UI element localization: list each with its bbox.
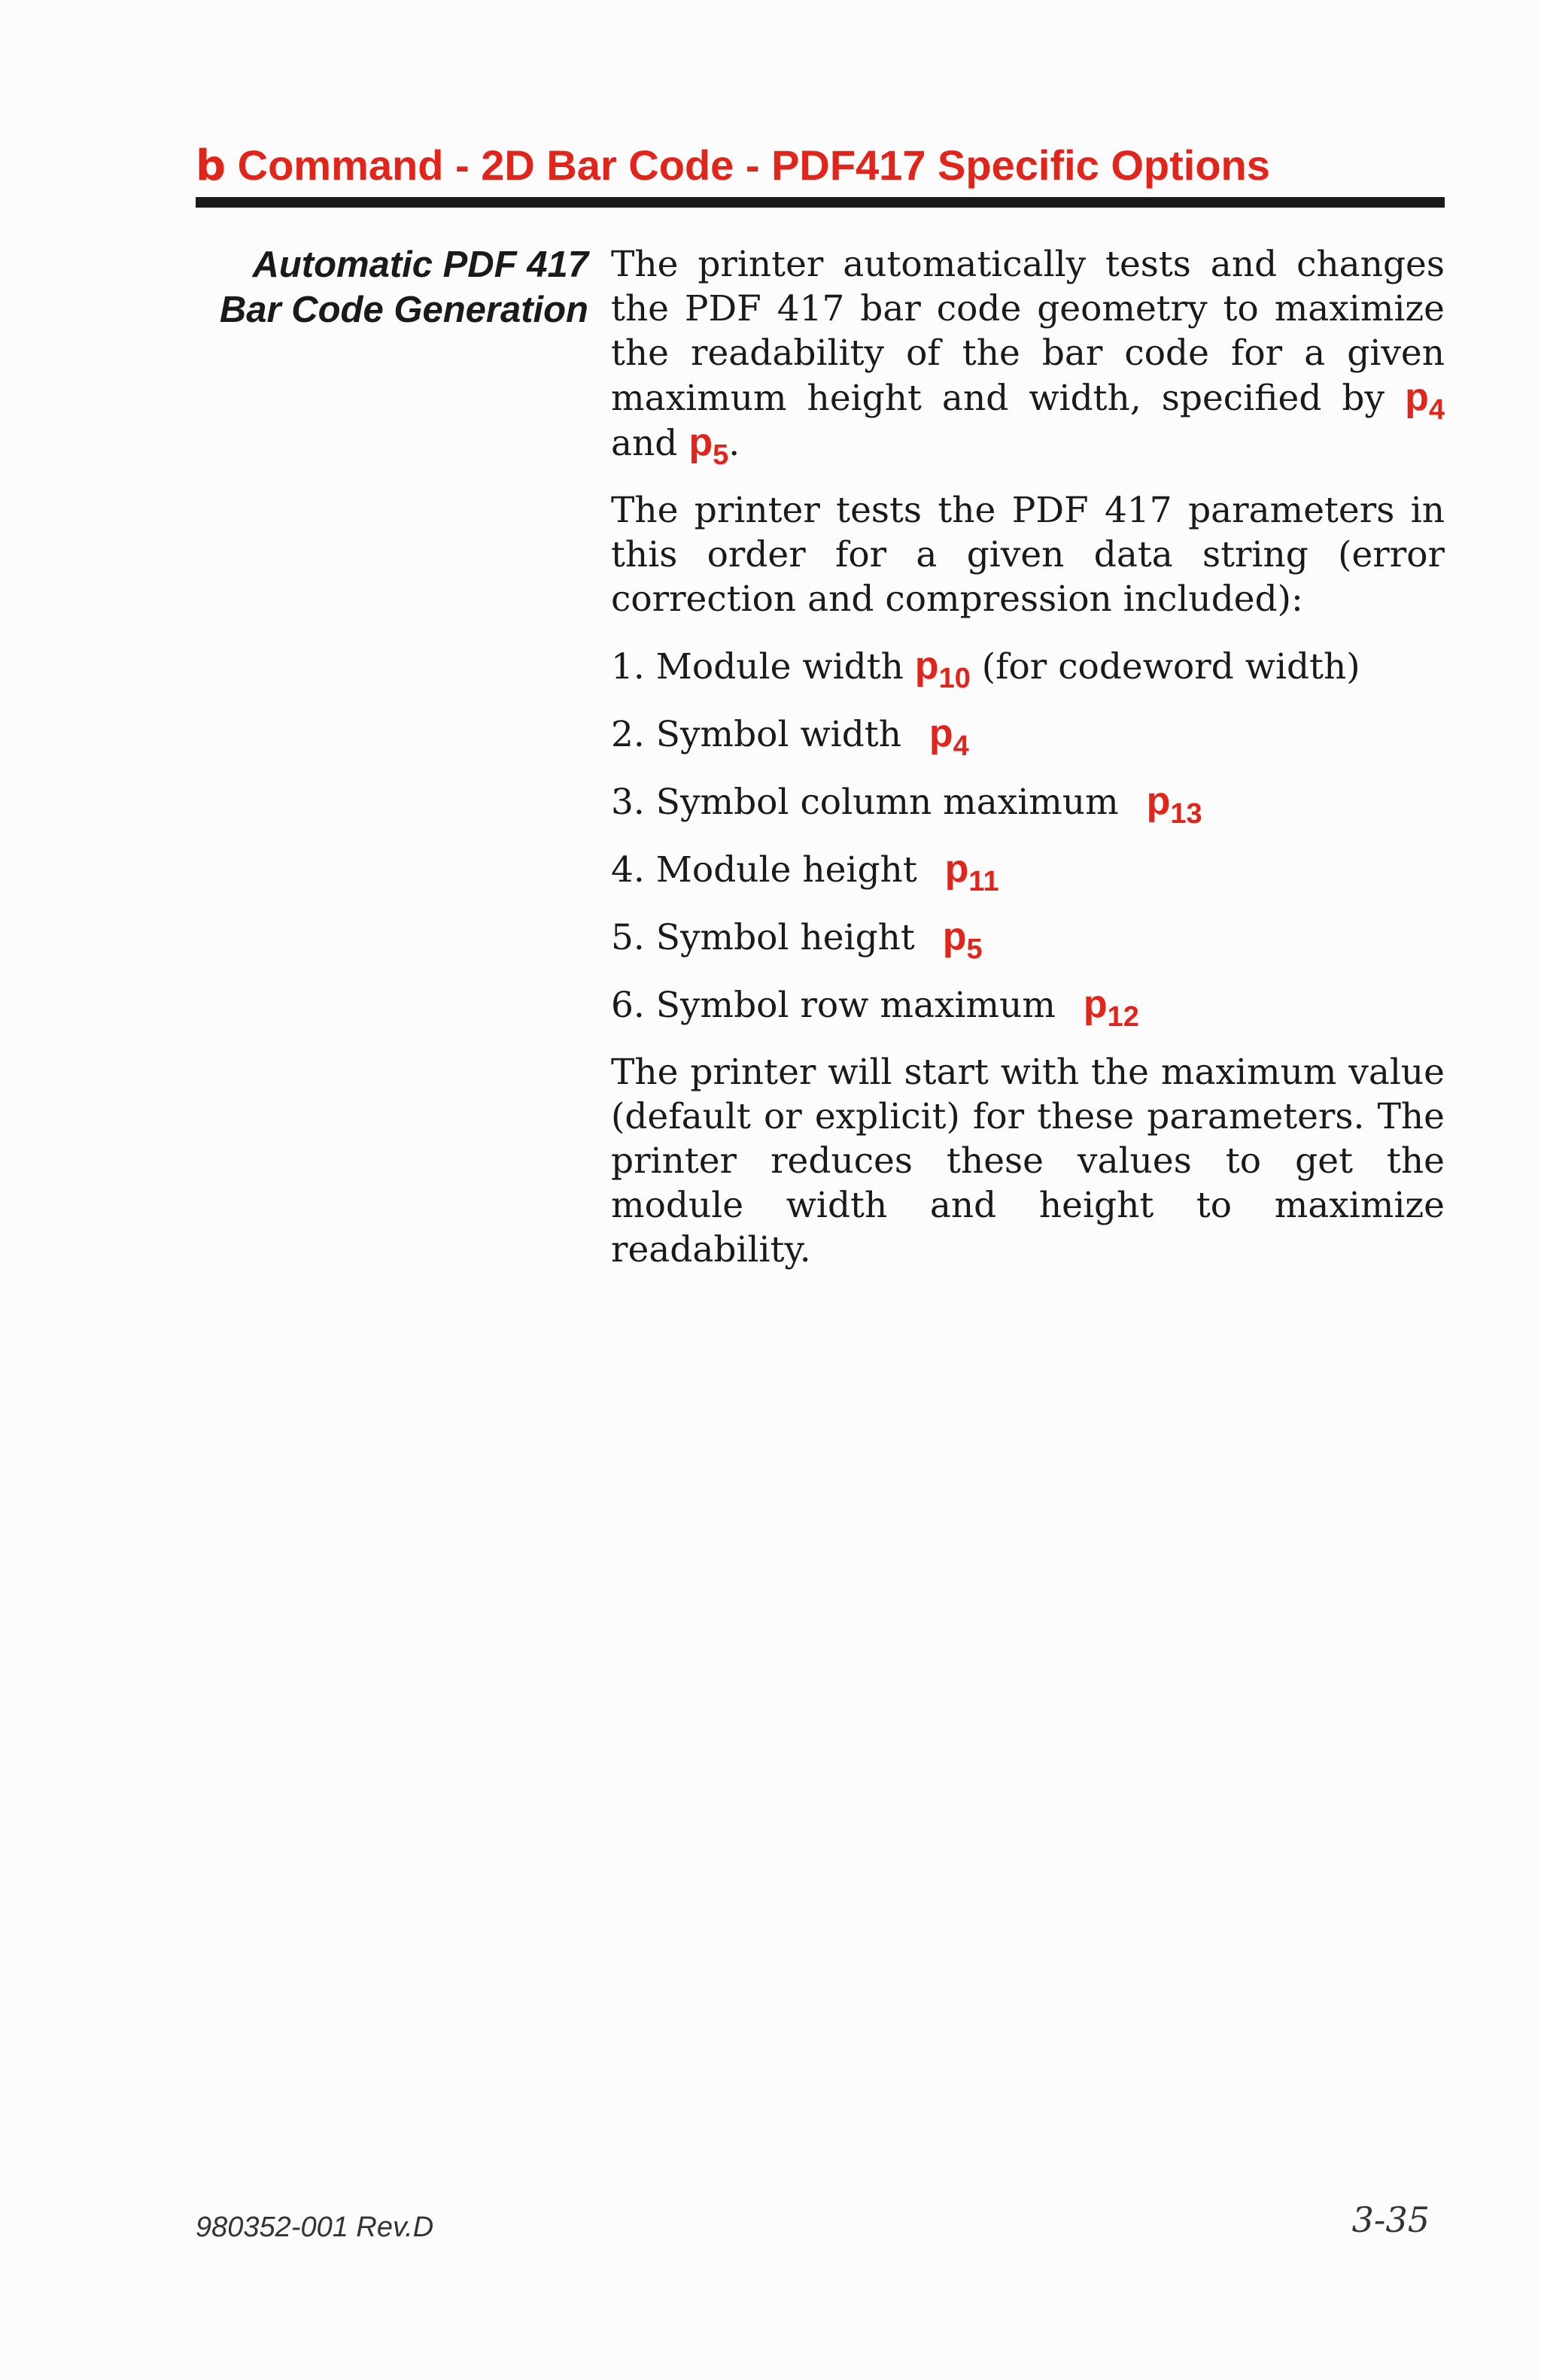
param-p10: $p_{10}$ xyxy=(914,644,971,694)
intro-text-b: and xyxy=(611,423,689,464)
closing-paragraph: The printer will start with the maximum value (default or explicit) for these parameters. The printer reduces these values to get the module width and height to maximize readability. xyxy=(611,1052,1445,1270)
doc-number: 980352-001 Rev.D xyxy=(196,2212,434,2243)
section-label-line2: Bar Code Generation xyxy=(219,290,588,330)
param-p5: $p_5$ xyxy=(942,915,983,965)
list-item: 4. Module height $p_{11}$ xyxy=(611,847,999,897)
page-number: 3-35 xyxy=(1351,2199,1430,2240)
list-item: 2. Symbol width $p_4$ xyxy=(611,712,969,762)
list-item: 1. Module width $p_{10}$ (for codeword width) xyxy=(611,644,1360,694)
section-label xyxy=(181,242,588,332)
header-rule xyxy=(196,197,1445,208)
intro-text-c: . xyxy=(728,423,740,464)
param-p4: $p_4$ xyxy=(1405,375,1445,426)
list-item: 5. Symbol height $p_5$ xyxy=(611,915,983,965)
param-p11: $p_{11}$ xyxy=(944,847,999,897)
param-p12: $p_{12}$ xyxy=(1083,982,1139,1033)
page-title xyxy=(196,135,1445,196)
section-label-line1: Automatic PDF 417 xyxy=(252,244,588,285)
order-paragraph: The printer tests the PDF 417 parameters in this order for a given data string (error correction and compression included): xyxy=(611,490,1445,620)
title-text: Command - 2D Bar Code - PDF417 Specific Options xyxy=(237,141,1270,189)
param-p13: $p_{13}$ xyxy=(1146,779,1202,830)
section-body xyxy=(611,242,1445,1295)
intro-paragraph xyxy=(611,242,1445,471)
intro-text-a: The printer automatically tests and changes the PDF 417 bar code geometry to maximize the readability of the bar code for a given maximum height and width, specified by xyxy=(611,244,1445,419)
list-item: 3. Symbol column maximum $p_{13}$ xyxy=(611,779,1202,830)
list-item: 6. Symbol row maximum $p_{12}$ xyxy=(611,982,1139,1033)
param-p5: $p_5$ xyxy=(688,420,729,471)
command-letter: b xyxy=(196,141,226,190)
param-p4: $p_4$ xyxy=(929,712,969,762)
